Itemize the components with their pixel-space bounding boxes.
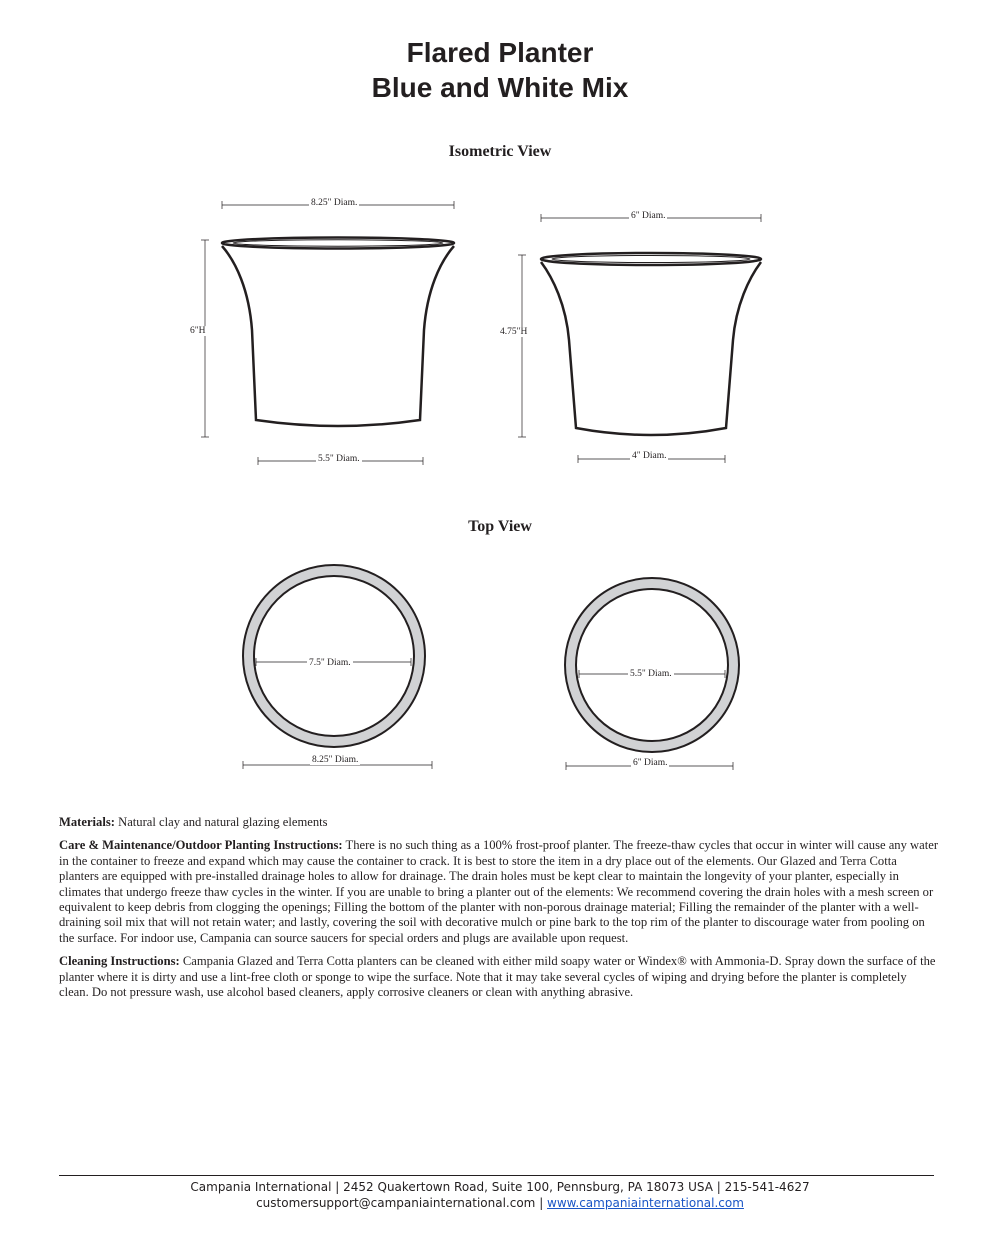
cleaning-label: Cleaning Instructions:: [59, 954, 180, 969]
large-outer-diameter-label: 8.25" Diam.: [312, 755, 359, 765]
isometric-view-heading: Isometric View: [448, 143, 552, 160]
small-inner-diameter-label: 5.5" Diam.: [630, 669, 672, 679]
footer-website-link[interactable]: www.campaniainternational.com: [547, 1196, 744, 1210]
cleaning-paragraph: [59, 954, 939, 1000]
materials-label: Materials:: [59, 815, 115, 829]
small-bottom-diameter-label: 4" Diam.: [632, 451, 667, 461]
large-height-label: 6"H: [190, 326, 206, 336]
care-label: Care & Maintenance/Outdoor Planting Instructions:: [59, 838, 343, 853]
small-top-diameter-label: 6" Diam.: [631, 211, 666, 221]
small-outer-diameter-label: 6" Diam.: [633, 758, 668, 768]
large-planter-outline: [222, 238, 454, 427]
small-planter-outline: [541, 253, 761, 435]
title-line-2: Blue and White Mix: [371, 72, 629, 103]
title-line-1: Flared Planter: [406, 37, 594, 68]
footer-contact: [0, 1195, 1000, 1211]
small-height-label: 4.75"H: [500, 327, 528, 337]
cleaning-text: Campania Glazed and Terra Cotta planters can be cleaned with either mild soapy water or Windex® with Ammonia-D. Spray down the surface of the planter where it is dirty and use a lint-free cloth or sponge to wipe the surface. Note that it may take several cycles of wiping and drying before the planter is completely clean. Do not pressure wash, use alcohol based cleaners, apply corrosive cleaners or clean with anything abrasive.: [59, 954, 936, 1000]
footer-address: Campania International | 2452 Quakertown Road, Suite 100, Pennsburg, PA 18073 USA | 215-541-4627: [190, 1180, 810, 1194]
small-top-view-ring: [565, 578, 739, 752]
care-text: There is no such thing as a 100% frost-proof planter. The freeze-thaw cycles that occur in winter will cause any water in the container to freeze and expand which may cause the container to crack. It is best to store the item in a dry place out of the elements. Our Glazed and Terra Cotta planters are equipped with pre-installed drainage holes to allow for drainage. The drain holes must be kept clear to maintain the longevity of your planter, especially in climates that undergo freeze thaw cycles in the winter. If you are unable to bring a planter out of the elements: We recommend covering the drain holes with a mesh screen or equivalent to keep debris from clogging the openings; Filling the bottom of the planter with non-porous drainage material; Filling the remainder of the planter with a well-draining soil mix that will not retain water; and lastly, covering the soil with decorative mulch or pine bark to the top rim of the planter to discourage water from pooling on the surface. For indoor use, Campania can source saucers for special orders and plugs are available upon request.: [59, 838, 939, 945]
large-inner-diameter-label: 7.5" Diam.: [309, 658, 351, 668]
materials-text: Natural clay and natural glazing elements: [114, 815, 328, 829]
large-bottom-diameter-label: 5.5" Diam.: [318, 454, 360, 464]
large-top-diameter-label: 8.25" Diam.: [311, 198, 358, 208]
top-view-heading: Top View: [468, 518, 532, 535]
footer-email: customersupport@campaniainternational.com: [256, 1196, 536, 1210]
materials-paragraph: [59, 815, 939, 830]
large-top-view-ring: [243, 565, 425, 747]
product-description: [59, 815, 939, 1008]
care-paragraph: [59, 838, 939, 946]
footer-separator: |: [535, 1196, 548, 1210]
small-dimension-lines: [518, 214, 761, 463]
footer-divider: [59, 1175, 934, 1176]
